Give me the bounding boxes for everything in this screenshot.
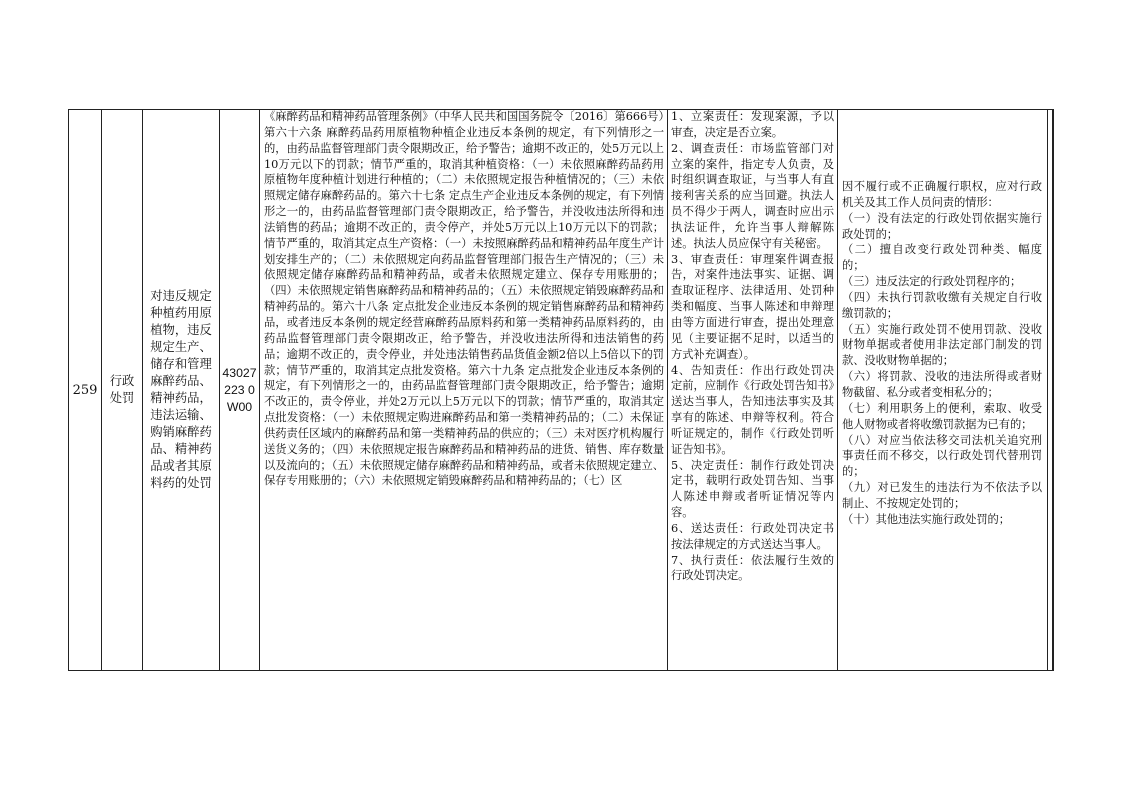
remark-cell-outer	[1053, 110, 1055, 670]
duty-item: 5、决定责任：制作行政处罚决定书，载明行政处罚告知、当事人陈述申辩或者听证情况等内容。	[671, 458, 834, 520]
code-text: 43027223 0W00	[222, 365, 257, 414]
seq-number: 259	[72, 382, 98, 398]
duty-item: 7、执行责任：依法履行生效的行政处罚决定。	[671, 553, 834, 583]
duty-item: 6、送达责任：行政处罚决定书按法律规定的方式送达当事人。	[671, 521, 834, 551]
seq-cell	[69, 110, 102, 670]
accountability-cell	[838, 110, 1048, 670]
legal-basis-text: 《麻醉药品和精神药品管理条例》（中华人民共和国国务院令〔2016〕第666号）第六十六条 麻醉药品药用原植物种植企业违反本条例的规定，有下列情形之一的，由药品监督管理部门责令限期改正，给予警告；逾期不改正的，处5万元以上10万元以下的罚款；情节严重的，取消其种植资格：（一）未依照麻醉药品药用原植物年度种植计划进行种植的；（二）未依照规定报告种植情况的；（三）未依照规定储存麻醉药品的。第六十七条 定点生产企业违反本条例的规定，有下列情形之一的，由药品监督管理部门责令限期改正，给予警告，并没收违法所得和违法销售的药品；逾期不改正的，责令停产，并处5万元以上10万元以下的罚款；情节严重的，取消其定点生产资格：（一）未按照麻醉药品和精神药品年度生产计划安排生产的；（二）未依照规定向药品监督管理部门报告生产情况的；（三）未依照规定储存麻醉药品和精神药品，或者未依照规定建立、保存专用账册的；（四）未依照规定销售麻醉药品和精神药品的；（五）未依照规定销毁麻醉药品和精神药品的。第六十八条 定点批发企业违反本条例的规定销售麻醉药品和精神药品，或者违反本条例的规定经营麻醉药品原料药和第一类精神药品原料药的，由药品监督管理部门责令限期改正，给予警告，并没收违法所得和违法销售的药品；逾期不改正的，责令停业，并处违法销售药品货值金额2倍以上5倍以下的罚款；情节严重的，取消其定点批发资格。第六十九条 定点批发企业违反本条例的规定，有下列情形之一的，由药品监督管理部门责令限期改正，给予警告；逾期不改正的，责令停业，并处2万元以上5万元以下的罚款；情节严重的，取消其定点批发资格：（一）未依照规定购进麻醉药品和第一类精神药品的；（二）未保证供药责任区域内的麻醉药品和第一类精神药品的供应的；（三）未对医疗机构履行送货义务的；（四）未依照规定报告麻醉药品和精神药品的进货、销售、库存数量以及流向的；（五）未依照规定储存麻醉药品和精神药品，或者未依照规定建立、保存专用账册的；（六）未依照规定销毁麻醉药品和精神药品的；（七）区	[264, 110, 664, 488]
accountability-item: （一）没有法定的行政处罚依据实施行政处罚的；	[842, 211, 1042, 241]
category-text: 行政处罚	[109, 374, 135, 405]
item-name-text: 对违反规定种植药用原植物，违反规定生产、储存和管理麻醉药品、精神药品，违法运输、购销麻醉药品、精神药品或者其原料药的处罚	[150, 289, 212, 490]
accountability-item: （九）对已发生的违法行为不依法予以制止、不按规定处罚的；	[842, 481, 1042, 510]
duty-item: 2、调查责任：市场监管部门对立案的案件，指定专人负责，及时组织调查取证，与当事人有直接利害关系的应当回避。执法人员不得少于两人，调查时应出示执法证件，允许当事人辩解陈述。执法人员应保守有关秘密。	[671, 141, 834, 250]
accountability-list	[842, 179, 1042, 528]
duty-cell	[668, 110, 838, 670]
accountability-item: （八）对应当依法移交司法机关追究刑事责任而不移交，以行政处罚代替刑罚的；	[842, 433, 1042, 479]
accountability-item: （二）擅自改变行政处罚种类、幅度的；	[842, 243, 1042, 273]
duty-item: 1、立案责任：发现案源，予以审查，决定是否立案。	[671, 110, 834, 139]
item-name-cell	[143, 110, 220, 670]
basis-cell	[260, 110, 668, 670]
category-cell	[102, 110, 143, 670]
accountability-item: （七）利用职务上的便利，索取、收受他人财物或者将收缴罚款据为已有的；	[842, 401, 1042, 431]
accountability-item: （十）其他违法实施行政处罚的；	[842, 512, 1010, 526]
accountability-item: （四）未执行罚款收缴有关规定自行收缴罚款的；	[842, 290, 1042, 320]
duty-item: 4、告知责任：作出行政处罚决定前，应制作《行政处罚告知书》送达当事人，告知违法事实及其享有的陈述、申辩等权利。符合听证规定的，制作《行政处罚听证告知书》。	[671, 363, 834, 456]
accountability-item: （五）实施行政处罚不使用罚款、没收财物单据或者使用非法定部门制发的罚款、没收财物单据的；	[842, 322, 1042, 368]
accountability-item: （六）将罚款、没收的违法所得或者财物截留、私分或者变相私分的；	[842, 370, 1042, 399]
accountability-item: （三）违反法定的行政处罚程序的；	[842, 275, 1022, 289]
duty-item: 3、审查责任：审理案件调查报告，对案件违法事实、证据、调查取证程序、法律适用、处罚种类和幅度、当事人陈述和申辩理由等方面进行审查，提出处理意见（主要证据不足时，以适当的方式补充调查）。	[671, 252, 834, 361]
accountability-item: 因不履行或不正确履行职权，应对行政机关及其工作人员问责的情形：	[842, 180, 1042, 209]
code-cell	[220, 110, 260, 670]
enforcement-table	[68, 109, 1054, 671]
duty-list	[671, 110, 834, 584]
